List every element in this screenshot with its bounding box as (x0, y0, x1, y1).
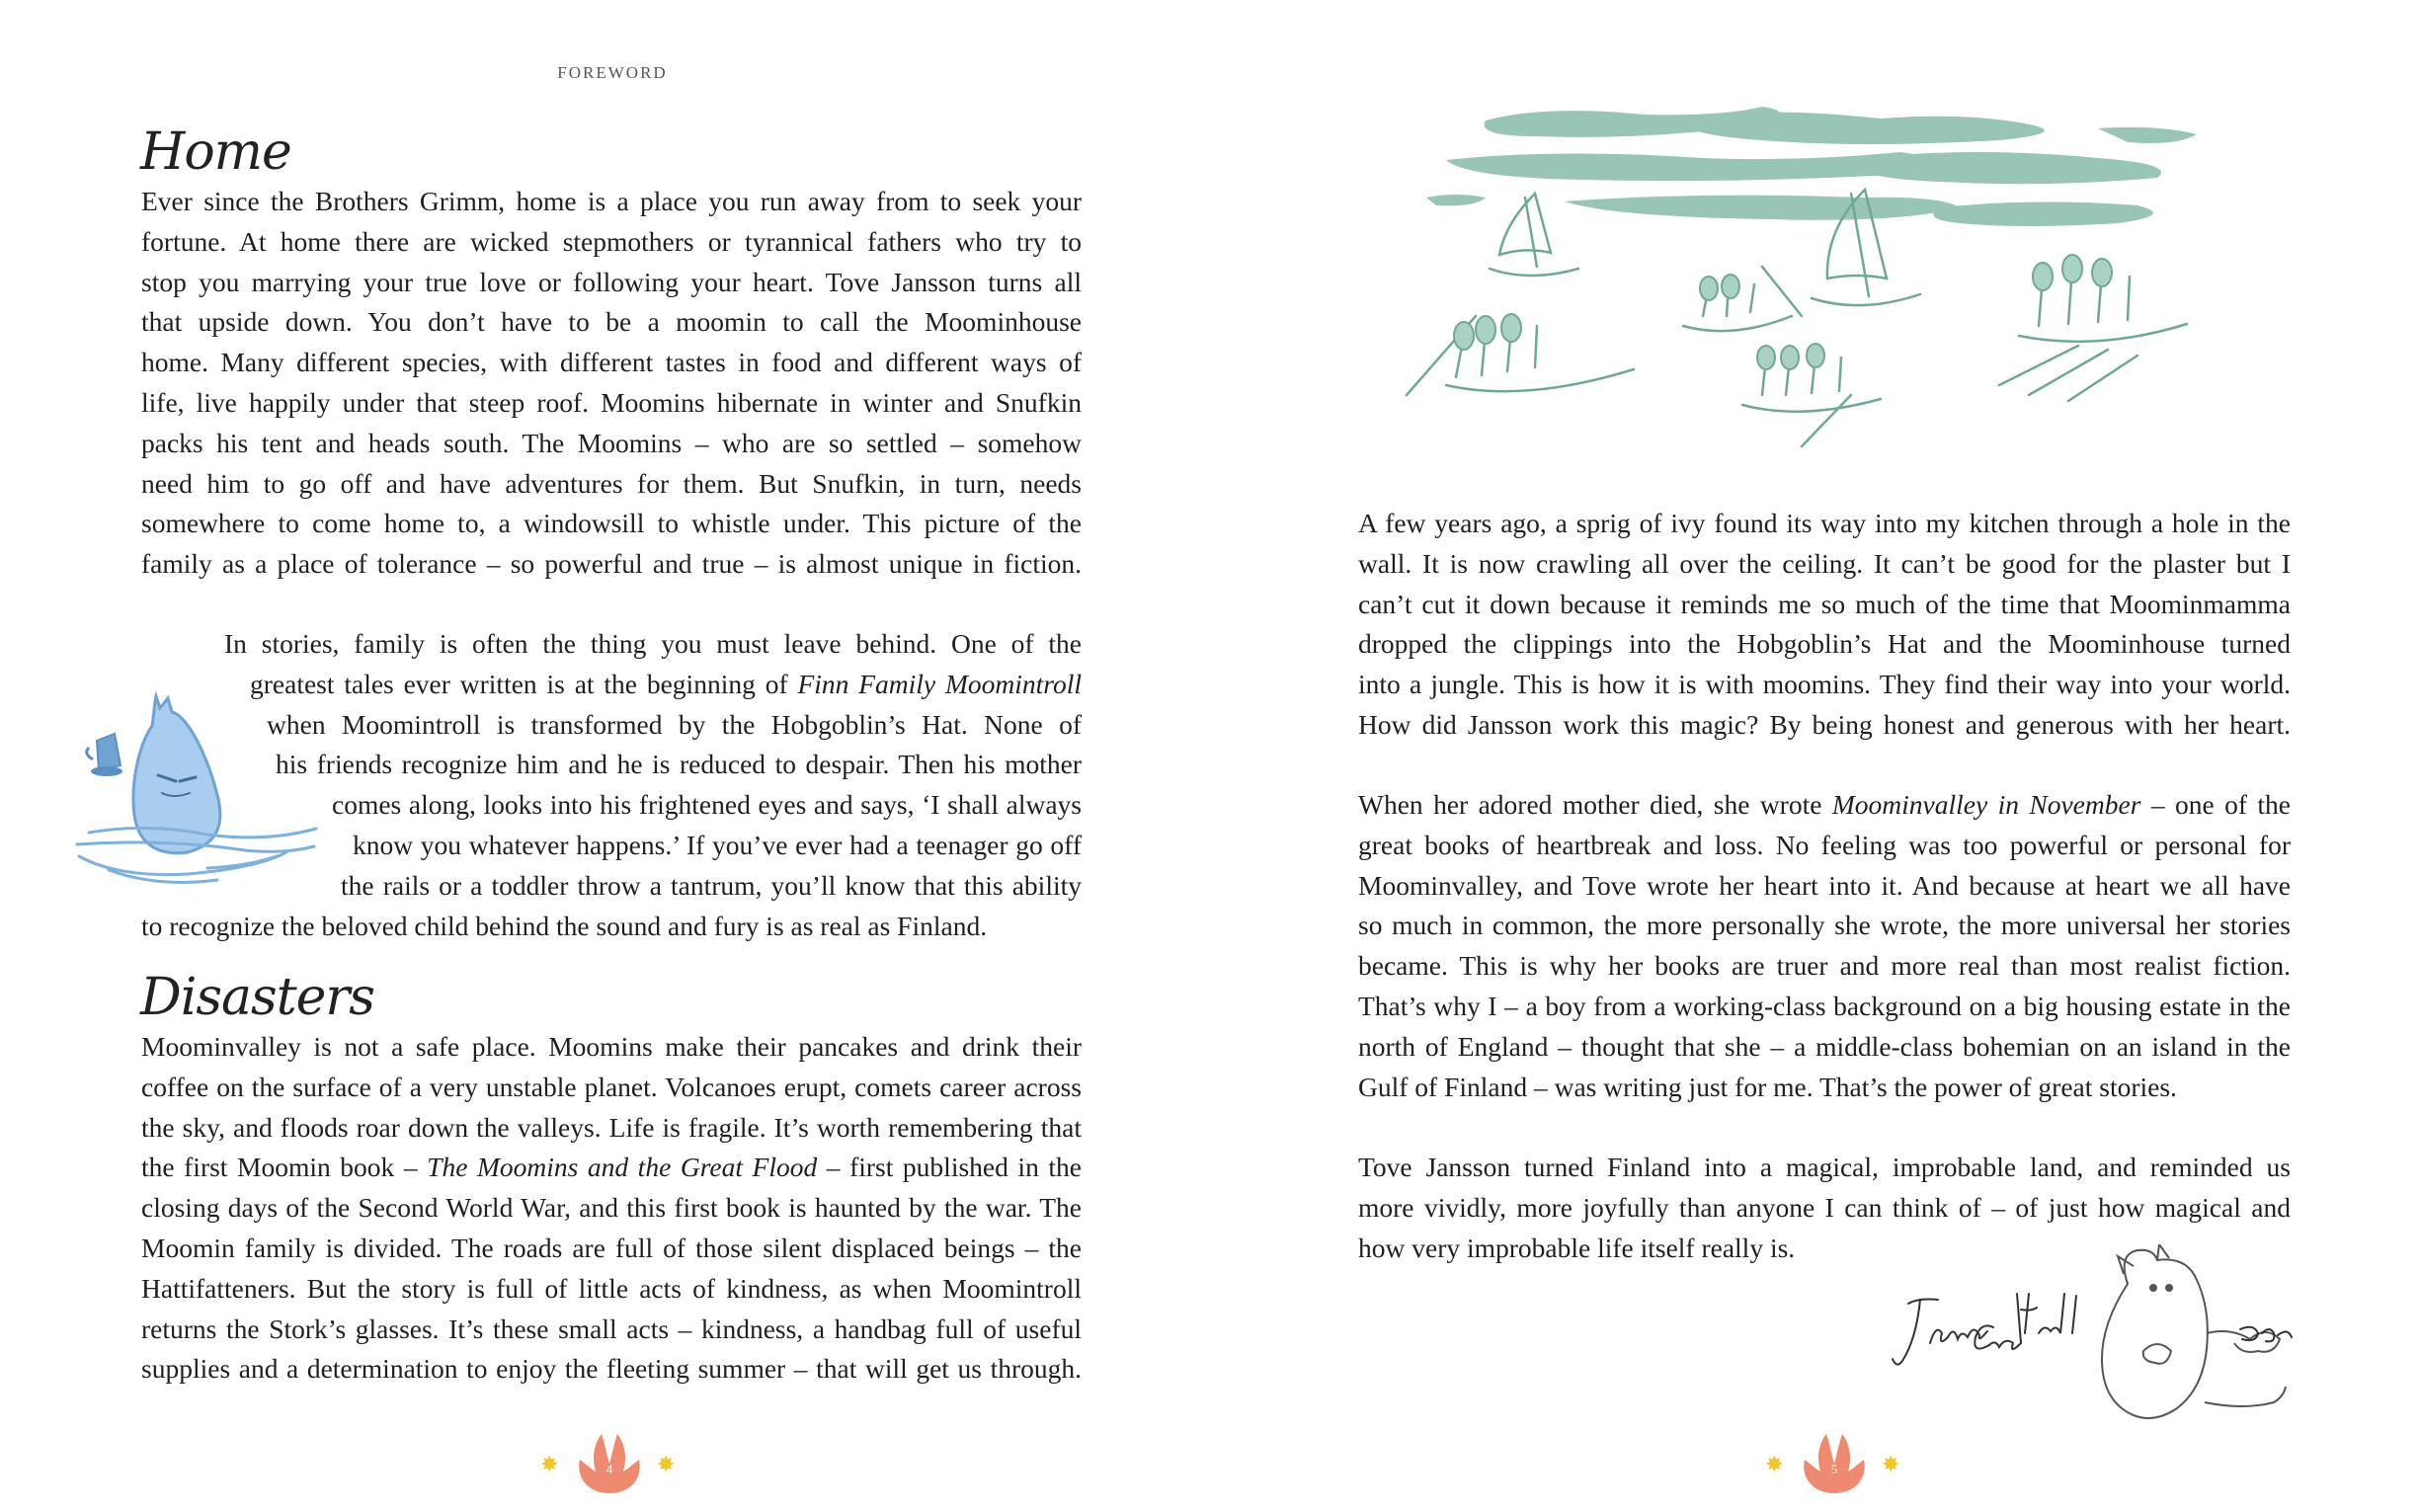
star-icon: ✸ (657, 1452, 676, 1476)
page-folio (1765, 1430, 1903, 1499)
text-line: In stories, family is often the thing you must leave behind. One of the (224, 628, 1082, 659)
text-line: Gulf of Finland – was writing just for me. That’s the power of great stories. (1358, 1071, 2177, 1102)
text-line: Tove Jansson turned Finland into a magical, improbable land, and reminded us (1358, 1152, 2291, 1182)
paragraph-ivy (1358, 504, 2291, 746)
text-run: the first Moomin book – (141, 1152, 428, 1183)
text-line: when Moomintroll is transformed by the Hobgoblin’s Hat. None of (267, 708, 1082, 740)
text-line: so much in common, the more personally she wrote, the more universal her stories (1358, 910, 2291, 941)
text-line: Hattifatteners. But the story is full of little acts of kindness, as when Moomintroll (141, 1272, 1082, 1304)
text-line: north of England – thought that she – a middle-class bohemian on an island in the (1358, 1030, 2291, 1062)
text-line: returns the Stork’s glasses. It’s these small acts – kindness, a handbag full of useful (141, 1313, 1082, 1344)
star-icon: ✸ (1765, 1452, 1784, 1476)
text-line: the rails or a toddler throw a tantrum, you’ll know that this ability (341, 869, 1082, 901)
text-line: great books of heartbreak and loss. No feeling was too powerful or personal for (1358, 829, 2291, 860)
text-run: – one of the (2140, 789, 2292, 820)
text-line: how very improbable life itself really is. (1358, 1232, 1796, 1263)
text-line: supplies and a determination to enjoy the fleeting summer – that will get us through. (141, 1353, 1082, 1385)
heading-disasters: Disasters (140, 968, 374, 1027)
paragraph-disasters-text (141, 1027, 1082, 1390)
text-run: – first published in the (817, 1152, 1082, 1183)
text-line: How did Jansson work this magic? By being honest and generous with her heart. (1358, 708, 2291, 740)
text-line (141, 1148, 1082, 1188)
text-line: Moomin family is divided. The roads are full of those silent displaced beings – the (141, 1232, 1082, 1263)
text-line: home. Many different species, with different tastes in food and different ways of (141, 347, 1082, 378)
boats-illustration (1387, 99, 2246, 464)
text-line: somewhere to come home to, a windowsill to whistle under. This picture of the (141, 508, 1082, 539)
text-line: family as a place of tolerance – so powerful and true – is almost unique in fiction. (141, 548, 1082, 580)
page-number: 5 (1830, 1462, 1838, 1476)
text-line: know you whatever happens.’ If you’ve ever had a teenager go off (353, 829, 1082, 860)
star-icon: ✸ (540, 1452, 559, 1476)
book-title: The Moomins and the Great Flood (427, 1152, 818, 1183)
text-line: to recognize the beloved child behind the sound and fury is as real as Finland. (141, 910, 988, 941)
text-line: Moominvalley, and Tove wrote her heart into it. And because at heart we all have (1358, 869, 2291, 901)
text-line: wall. It is now crawling all over the ceiling. It can’t be good for the plaster but I (1358, 547, 2291, 579)
text-line: coffee on the surface of a very unstable planet. Volcanoes erupt, comets career across (141, 1071, 1082, 1102)
text-line: comes along, looks into his frightened eyes and says, ‘I shall always (332, 789, 1082, 821)
paragraph-ivy-text (1358, 504, 2291, 746)
text-line: A few years ago, a sprig of ivy found its way into my kitchen through a hole in the (1358, 508, 2291, 538)
paragraph-mother (1358, 785, 2291, 1107)
right-page (1209, 0, 2419, 1512)
left-page (0, 0, 1209, 1512)
running-head: FOREWORD (557, 63, 668, 82)
text-line: stop you marrying your true love or following your heart. Tove Jansson turns all (141, 266, 1082, 297)
heading-home: Home (140, 122, 291, 182)
star-icon: ✸ (1882, 1452, 1900, 1476)
text-run: When her adored mother died, she wrote (1358, 789, 1832, 820)
page-number: 4 (605, 1462, 613, 1476)
paragraph-mother-text (1358, 785, 2291, 1107)
text-line: packs his tent and heads south. The Moomins – who are so settled – somehow (141, 427, 1082, 458)
text-line: fortune. At home there are wicked stepmothers or tyrannical fathers who try to (141, 225, 1082, 257)
text-line: into a jungle. This is how it is with moomins. They find their way into your world. (1358, 669, 2291, 700)
text-line: Moominvalley is not a safe place. Moomins make their pancakes and drink their (141, 1031, 1082, 1062)
book-title: Finn Family Moomintroll (797, 668, 1082, 699)
text-line: his friends recognize him and he is reduced to despair. Then his mother (276, 749, 1082, 780)
moomin-swimming-illustration (69, 686, 326, 899)
text-line: need him to go off and have adventures for them. But Snufkin, in turn, needs (141, 467, 1082, 499)
page-folio (540, 1430, 679, 1499)
book-title: Moominvalley in November (1831, 789, 2141, 820)
text-line (1358, 785, 2291, 826)
text-line: dropped the clippings into the Hobgoblin’s Hat and the Moominhouse turned (1358, 628, 2291, 660)
text-line: can’t cut it down because it reminds me so much of the time that Moominmamma (1358, 588, 2291, 619)
text-line: more vividly, more joyfully than anyone I can think of – of just how magical and (1358, 1191, 2291, 1223)
paragraph-disasters (141, 1027, 1082, 1390)
text-line: closing days of the Second World War, and this first book is haunted by the war. The (141, 1192, 1082, 1224)
text-line: that upside down. You don’t have to be a moomin to call the Moominhouse (141, 306, 1082, 338)
text-line: life, live happily under that steep roof. Moomins hibernate in winter and Snufkin (141, 386, 1082, 418)
text-run: greatest tales ever written is at the beginning of (250, 668, 798, 699)
signature-illustration (1891, 1244, 2305, 1462)
text-line: Ever since the Brothers Grimm, home is a place you run away from to seek your (141, 186, 1082, 216)
text-line: the sky, and floods roar down the valleys. Life is fragile. It’s worth remembering that (141, 1111, 1082, 1143)
text-line (250, 665, 1082, 705)
paragraph-home (141, 182, 1082, 585)
paragraph-home-text (141, 182, 1082, 585)
text-line: That’s why I – a boy from a working-class background on a big housing estate in the (1358, 990, 2291, 1021)
text-line: became. This is why her books are truer and more real than most realist fiction. (1358, 950, 2291, 982)
